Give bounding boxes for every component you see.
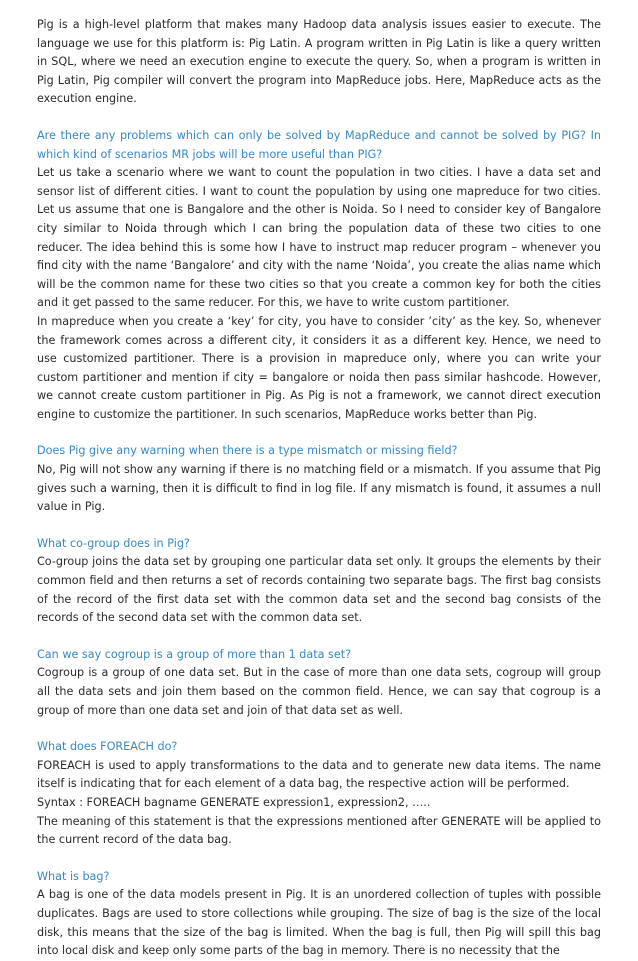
qa-section (37, 646, 601, 720)
question-heading: Can we say cogroup is a group of more than 1 data set? (37, 647, 352, 661)
answer-block (37, 164, 601, 424)
answer-paragraph: Co-group joins the data set by grouping one particular data set only. It groups the elements by their common field and then returns a set of records containing two separate bags. The first bag consists of the record of the first data set with the common data set and the second bag consists of the records of the second data set with the common data set. (37, 555, 601, 625)
question-heading: Are there any problems which can only be solved by MapReduce and cannot be solved by PIG? In which kind of scenarios MR jobs will be more useful than PIG? (37, 128, 601, 161)
answer-paragraph: FOREACH is used to apply transformations to the data and to generate new data items. The name itself is indicating that for each element of a data bag, the respective action will be performed. (37, 758, 601, 791)
answer-paragraph: A bag is one of the data models present in Pig. It is an unordered collection of tuples with possible duplicates. Bags are used to store collections while grouping. The size of bag is the size of the local disk, this means that the size of the bag is limited. When the bag is full, then Pig will spill this bag into local disk and keep only some parts of the bag in memory. There is no necessity that the (37, 888, 601, 958)
answer-block (37, 757, 601, 850)
answer-paragraph: Cogroup is a group of one data set. But in the case of more than one data sets, cogroup will group all the data sets and join them based on the common field. Hence, we can say that cogroup is a group of more than one data set and join of that data set as well. (37, 666, 601, 717)
answer-paragraph: The meaning of this statement is that the expressions mentioned after GENERATE will be applied to the current record of the data bag. (37, 814, 601, 847)
answer-block (37, 886, 601, 960)
question-heading: Does Pig give any warning when there is a type mismatch or missing field? (37, 444, 458, 458)
qa-section (37, 442, 601, 516)
answer-block (37, 553, 601, 627)
answer-paragraph: No, Pig will not show any warning if there is no matching field or a mismatch. If you assume that Pig gives such a warning, then it is difficult to find in log file. If any mismatch is found, it assumes a null value in Pig. (37, 463, 601, 514)
qa-section (37, 868, 601, 961)
answer-paragraph: In mapreduce when you create a ‘key’ for city, you have to consider ’city’ as the key. So, whenever the framework comes across a different city, it considers it as a different key. Hence, we need to use customized partitioner. There is a provision in mapreduce only, where you can write your custom partitioner and mention if city = bangalore or noida then pass similar hashcode. However, we cannot create custom partitioner in Pig. As Pig is not a framework, we cannot direct execution engine to customize the partitioner. In such scenarios, MapReduce works better than Pig. (37, 314, 601, 421)
intro-paragraph: Pig is a high-level platform that makes many Hadoop data analysis issues easier to execute. The language we use for this platform is: Pig Latin. A program written in Pig Latin is like a query written in SQL, where we need an execution engine to execute the query. So, when a program is written in Pig Latin, Pig compiler will convert the program into MapReduce jobs. Here, MapReduce acts as the execution engine. (37, 18, 601, 106)
qa-section (37, 738, 601, 850)
answer-paragraph: Syntax : FOREACH bagname GENERATE expression1, expression2, ….. (37, 795, 431, 809)
answer-block (37, 664, 601, 720)
question-heading: What is bag? (37, 869, 110, 883)
answer-paragraph: Let us take a scenario where we want to count the population in two cities. I have a data set and sensor list of different cities. I want to count the population by using one mapreduce for two cities. Let us assume that one is Bangalore and the other is Noida. So I need to consider key of Bangalore city similar to Noida through which I can bring the population data of these two cities to one reducer. The idea behind this is some how I have to instruct map reducer program – whenever you find city with the name ‘Bangalore’ and city with the name ‘Noida’, you create the alias name which will be the common name for these two cities so that you create a common key for both the cities and it get passed to the same reducer. For this, we have to write custom partitioner. (37, 166, 601, 310)
qa-section (37, 535, 601, 628)
qa-section (37, 127, 601, 425)
question-heading: What co-group does in Pig? (37, 536, 190, 550)
answer-block (37, 461, 601, 517)
question-heading: What does FOREACH do? (37, 740, 178, 754)
